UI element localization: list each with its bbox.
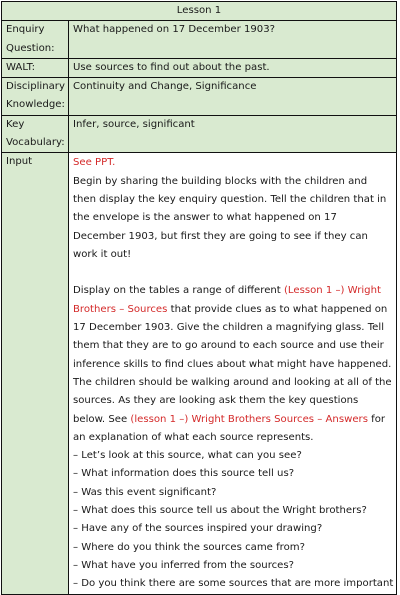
input-paragraph-1: Begin by sharing the building blocks with the children and then display the key enquiry question. Tell the children that in the envelope is the answer to what happened on 17 December 1903, but first they are going to see if they can work it out! [73, 175, 387, 260]
key-question: – Where do you think the sources came from? [73, 541, 305, 553]
key-question: – Do you think there are some sources that are more important [73, 578, 394, 590]
key-questions-list [73, 447, 392, 593]
para2-text-b: that provide clues as to what happened on 17 December 1903. Give the children a magnifying glass. Tell them that they are to go around to each source and use their inference skills to find clues about what might have happened. The children should be walking around and looking at all of the sources. As they are looking ask them the key questions below. See [73, 303, 392, 425]
key-question: – Was this event significant? [73, 486, 217, 498]
vocab-value: Infer, source, significant [69, 115, 397, 153]
key-question: – What information does this source tell us? [73, 468, 295, 480]
see-ppt-link[interactable]: See PPT. [73, 157, 116, 169]
key-question: – What have you inferred from the sources? [73, 559, 295, 571]
para2-text-a: Display on the tables a range of different [73, 285, 284, 297]
answers-link[interactable]: (lesson 1 –) Wright Brothers Sources – Answers [130, 413, 368, 425]
enquiry-label: Enquiry Question: [2, 21, 69, 59]
input-label: Input [2, 153, 69, 594]
disciplinary-row [2, 78, 397, 116]
paragraph-spacer [73, 264, 392, 282]
sources-link[interactable]: (Lesson 1 –) Wright Brothers – Sources [73, 285, 381, 315]
disciplinary-value: Continuity and Change, Significance [69, 78, 397, 116]
header-row [2, 2, 397, 21]
vocab-row [2, 115, 397, 153]
disciplinary-label: Disciplinary Knowledge: [2, 78, 69, 116]
key-question: – Let’s look at this source, what can you see? [73, 450, 302, 462]
key-question: – What does this source tell us about the Wright brothers? [73, 505, 367, 517]
input-row [2, 153, 397, 594]
walt-label: WALT: [2, 58, 69, 77]
walt-value: Use sources to find out about the past. [69, 58, 397, 77]
walt-row [2, 58, 397, 77]
lesson-plan-table [1, 1, 397, 595]
enquiry-value: What happened on 17 December 1903? [69, 21, 397, 59]
para2-text-c: for an explanation of what each source represents. [73, 413, 386, 443]
input-paragraph-2 [73, 282, 392, 447]
lesson-title: Lesson 1 [2, 2, 397, 21]
input-body [69, 153, 397, 594]
enquiry-row [2, 21, 397, 59]
vocab-label: Key Vocabulary: [2, 115, 69, 153]
key-question: – Have any of the sources inspired your drawing? [73, 523, 323, 535]
